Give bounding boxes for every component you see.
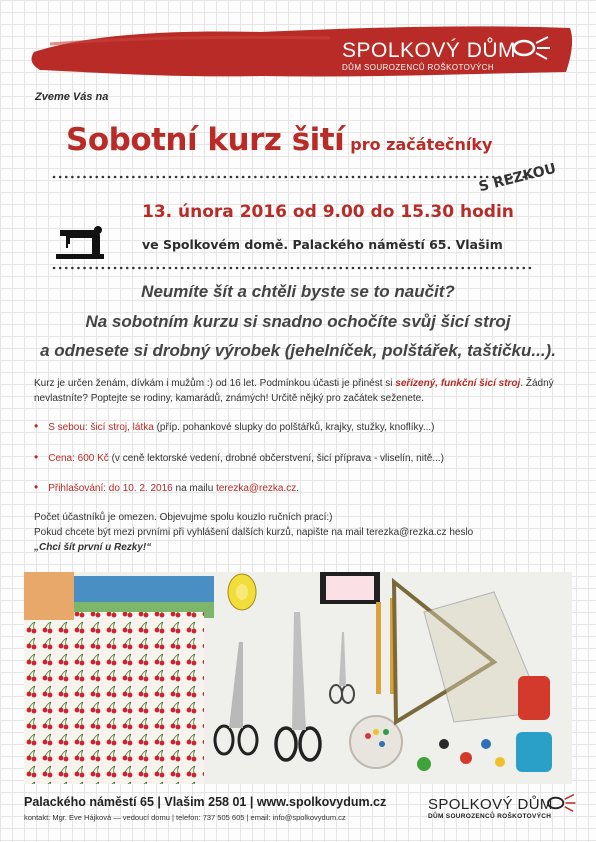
title-main: Sobotní kurz šití: [66, 122, 345, 158]
event-place: ve Spolkovém domě. Palackého náměstí 65. Vlašim: [142, 237, 503, 252]
brand-logo: [342, 40, 516, 72]
brand-name: SPOLKOVÝ DŮM: [342, 39, 517, 62]
bullet-item: [34, 480, 574, 494]
bullet-rest: na mailu: [172, 483, 217, 494]
divider-bottom: [52, 266, 536, 270]
closing-line-1: Počet účastníků je omezen. Objevujme spolu kouzlo ručních prací:): [34, 512, 333, 523]
invite-text: Zveme Vás na: [35, 91, 109, 103]
footer-brand-logo-icon: [545, 791, 577, 815]
brand-subtitle: DŮM SOUROZENCŮ ROŠKOTOVÝCH: [342, 63, 495, 72]
bullet-dot: •: [34, 480, 39, 494]
bullet-key: Cena: 600 Kč: [48, 453, 109, 464]
bullet-item: [34, 419, 574, 433]
footer-address: Palackého náměstí 65 | Vlašim 258 01 | www.spolkovydum.cz: [24, 795, 387, 809]
footer-contact: kontakt: Mgr. Eve Hájková — vedoucí domu | telefon: 737 505 605 | email: info@spolkovydum.cz: [24, 813, 346, 822]
sewing-machine-icon: [54, 222, 106, 260]
bullet-item: [34, 450, 574, 464]
page-title: [66, 122, 492, 158]
brand-logo-icon: [510, 33, 552, 63]
intro-highlight: seřízený, funkční šicí stroj: [395, 378, 521, 389]
bullet-end: .: [296, 483, 300, 494]
closing-line-2: Pokud chcete být mezi prvními při vyhlášení dalších kurzů, napište na mail terezka@rezka.cz heslo: [34, 527, 474, 538]
headline-line-3: a odnesete si drobný výrobek (jehelníček, polštářek, taštičku...).: [40, 341, 556, 360]
sewing-supplies-photo: [24, 572, 572, 784]
closing-password: „Chci šít první u Rezky!“: [34, 542, 152, 553]
headline-line-2: Na sobotním kurzu si snadno ochočíte svůj šicí stroj: [85, 312, 511, 331]
footer-brand: [428, 796, 553, 820]
bullet-rest: (příp. pohankové slupky do polštářků, krajky, stužky, knoflíky...): [153, 422, 435, 433]
closing-paragraph: [34, 510, 564, 555]
event-date-time: 13. února 2016 od 9.00 do 15.30 hodin: [142, 202, 514, 222]
headline-line-1: Neumíte šít a chtěli byste se to naučit?: [141, 282, 455, 301]
divider-top: [52, 175, 536, 179]
intro-part-2: . Žádný nevlastníte? Poptejte se rodiny, kamarádů, známých! Určitě nějký pro začátek seženete.: [34, 378, 554, 404]
bullet-dot: •: [34, 419, 39, 433]
bullet-key: S sebou: šicí stroj, látka: [48, 422, 154, 433]
intro-part-1: Kurz je určen ženám, dívkám i mužům :) od 16 let. Podmínkou účasti je přinést si: [34, 378, 396, 389]
bullet-rest: (v ceně lektorské vedení, drobné občerstvení, šicí příprava - vliselín, nitě...): [108, 453, 444, 464]
bullet-dot: •: [34, 450, 39, 464]
footer-brand-name: SPOLKOVÝ DŮM: [428, 796, 553, 813]
footer-brand-subtitle: DŮM SOUROZENCŮ ROŠKOTOVÝCH: [428, 813, 552, 820]
intro-paragraph: [34, 376, 564, 406]
email-link[interactable]: terezka@rezka.cz: [216, 483, 297, 494]
stamp-text: S REZKOU: [477, 160, 558, 196]
bullet-key: Přihlašování: do 10. 2. 2016: [48, 483, 173, 494]
title-suffix: pro začátečníky: [350, 135, 493, 154]
